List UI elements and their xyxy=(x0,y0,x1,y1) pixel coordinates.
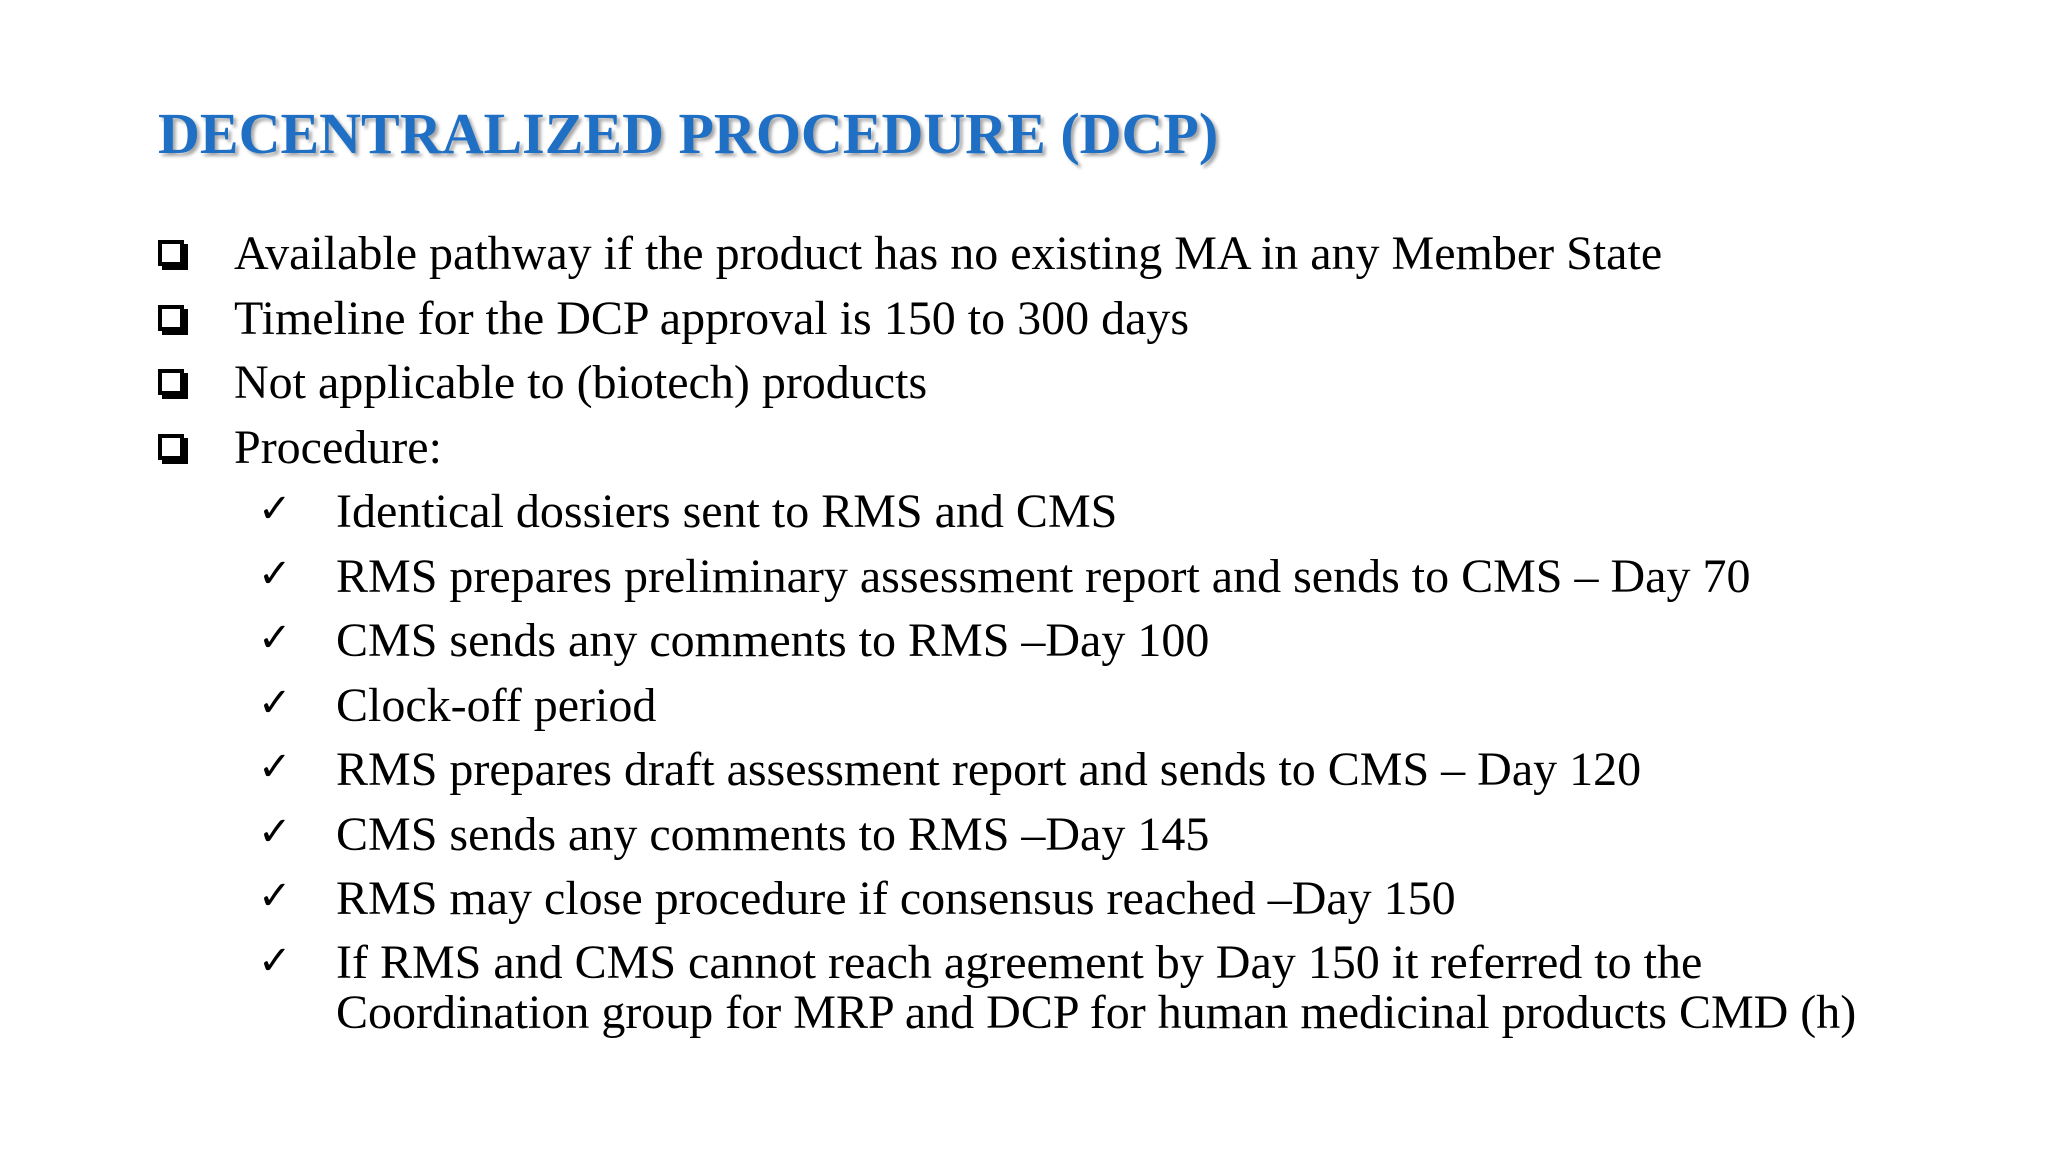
checkmark-icon: ✓ xyxy=(258,744,292,790)
bullet-item xyxy=(158,222,2018,287)
checkmark-icon: ✓ xyxy=(258,873,292,919)
procedure-step xyxy=(258,480,2018,545)
square-bullet-icon xyxy=(158,369,184,395)
bullet-text: Procedure: xyxy=(234,420,442,474)
checkmark-icon: ✓ xyxy=(258,937,292,984)
slide-title: DECENTRALIZED PROCEDURE (DCP) xyxy=(158,101,1219,166)
square-bullet-icon xyxy=(158,305,184,331)
procedure-step-text: CMS sends any comments to RMS –Day 100 xyxy=(336,614,1210,667)
procedure-step-text: RMS prepares preliminary assessment report and sends to CMS – Day 70 xyxy=(336,549,1751,603)
bullet-list xyxy=(158,222,2018,480)
bullet-item xyxy=(158,287,2018,352)
square-bullet-icon xyxy=(158,434,184,460)
procedure-step-text: Identical dossiers sent to RMS and CMS xyxy=(336,485,1118,538)
procedure-step-text: If RMS and CMS cannot reach agreement by Day 150 it referred to the Coordination group for MRP and DCP for human medicinal products CMD (h) xyxy=(336,935,1857,1039)
slide-content xyxy=(158,222,2018,1038)
checkmark-icon: ✓ xyxy=(258,550,292,597)
procedure-step xyxy=(258,738,2018,803)
procedure-step xyxy=(258,803,2018,868)
bullet-text: Not applicable to (biotech) products xyxy=(234,356,928,409)
procedure-step xyxy=(258,932,2018,1038)
procedure-step-text: Clock-off period xyxy=(336,678,657,732)
procedure-steps-list xyxy=(158,480,2018,1038)
checkmark-icon: ✓ xyxy=(258,486,292,532)
checkmark-icon: ✓ xyxy=(258,808,292,855)
checkmark-icon: ✓ xyxy=(258,679,292,726)
bullet-item xyxy=(158,416,2018,481)
procedure-step xyxy=(258,545,2018,610)
bullet-text: Timeline for the DCP approval is 150 to 300 days xyxy=(234,291,1190,345)
procedure-step xyxy=(258,674,2018,739)
square-bullet-icon xyxy=(158,240,184,266)
procedure-step-text: RMS may close procedure if consensus reached –Day 150 xyxy=(336,872,1456,925)
checkmark-icon: ✓ xyxy=(258,615,292,661)
bullet-text: Available pathway if the product has no existing MA in any Member State xyxy=(234,227,1663,280)
procedure-step xyxy=(258,867,2018,932)
procedure-step xyxy=(258,609,2018,674)
bullet-item xyxy=(158,351,2018,416)
procedure-step-text: CMS sends any comments to RMS –Day 145 xyxy=(336,807,1210,861)
procedure-step-text: RMS prepares draft assessment report and sends to CMS – Day 120 xyxy=(336,743,1642,796)
